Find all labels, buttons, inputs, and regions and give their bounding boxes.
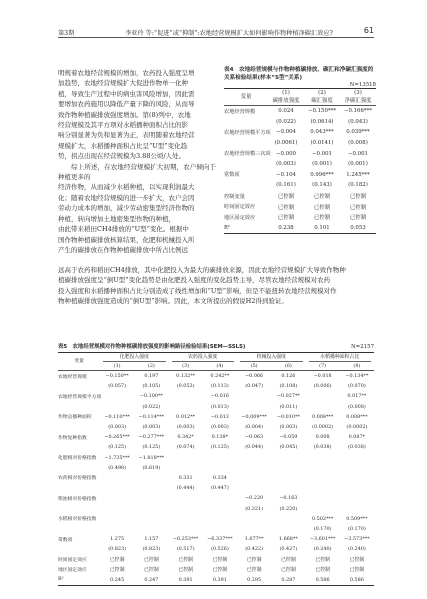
table-cell: (0.143) [312,182,332,189]
table-5-body [58,371,374,585]
table-cell: −3.601*** [309,536,336,543]
table-cell: (0.526) [210,546,229,553]
table-row [58,381,374,391]
col-number: (2) [318,90,326,96]
table-cell: −0.114*** [138,413,165,420]
table-5 [58,342,374,586]
table-cell: 0.087* [348,434,366,441]
row-label: 作物复种指数 [58,435,87,441]
table-row [224,138,376,149]
table-cell: (0.0002) [346,424,368,431]
table-cell: (0.170) [313,525,332,532]
table-cell: (0.003) [176,424,195,431]
table-cell: 1.668** [278,536,298,543]
table-cell: −0.104 [276,171,296,178]
table-cell: (0.022) [276,118,296,125]
table-cell: −0.018 [313,373,332,380]
text-line: 物种植碳排放强度造成的“倒U型”影响。因此，本文所提出的假说H2得到验证。 [58,297,288,306]
page-number: 61 [363,26,374,35]
table-cell: 0.334 [212,474,227,481]
text-line: 综上所述，在农地经营规模扩大初期，农户倾向于种植更多的 [58,162,216,182]
row-label: 地区固定效应 [58,568,87,574]
text-line: 种植，转向增加土地密集型作物的种植， [58,214,175,223]
table-cell: 0.138* [211,434,229,441]
table-cell: −1.735*** [104,454,130,461]
table-cell: −3.573*** [344,536,370,543]
col-number: (2) [147,363,155,369]
table-cell: (0.011) [279,403,298,410]
text-line: 植，导致生产过程中的病虫害风险增加，因此需 [58,89,195,98]
table-cell: −0.150*** [307,108,337,115]
table-cell: 0.017** [347,393,367,400]
table-cell: (0.0614) [310,118,334,125]
row-label: 时间固定效应 [224,204,256,211]
col-number: (3) [354,90,362,96]
table-cell: 0.126 [281,373,296,380]
table-cell: 0.287 [281,576,296,583]
table-cell: (0.321) [245,505,264,512]
table-cell: 0.586 [315,576,330,583]
col-header: 碳汇强度 [311,98,333,104]
table-cell: (0.070) [347,383,366,390]
row-label: 农地经营规模 [224,108,256,115]
table-cell: 0.509*** [346,515,368,522]
table-row [58,391,374,401]
row-label: 农地经营规模平方项 [224,129,271,136]
table-row [224,191,376,202]
table-cell: (0.0141) [310,140,334,147]
col-number: (5) [250,363,258,369]
table-cell: (0.444) [176,485,195,492]
table-cell: 0.342* [177,434,194,441]
table-cell: 已控制 [349,556,365,563]
text-line: 致作物种植碳排放强度增加。第(8)列中，农地 [58,110,191,119]
table-cell: 已控制 [212,567,228,574]
table-cell: (0.125) [142,444,161,451]
table-cell: (0.240) [313,546,332,553]
text-line: 植碳排放强度呈“倒U型”变化趋势是由化肥投入强度的变化趋势主导，尽管农地经营规模对农药 [58,276,331,285]
table-cell: 已控制 [144,567,159,574]
table-cell: −0.013 [210,413,229,420]
table-cell: −0.001 [312,150,332,157]
table-cell: (0.220) [279,505,298,512]
table-cell: 已控制 [109,567,125,574]
table-cell: 0.053 [350,224,366,231]
table-cell: (0.047) [245,383,264,390]
table-cell: 0.039*** [346,129,370,136]
table-cell: 已控制 [349,215,367,222]
row-label: 地区固定效应 [224,214,256,221]
table-row [224,117,376,128]
row-label: 作物总播种面积 [58,415,92,421]
table-row [58,442,374,452]
running-title: 李亚玲 等:“促进”或“抑制”:农地经营规模扩大如何影响作物种植净碳汇效应? [125,30,333,37]
text-line: 经济作物，从而减少水稻种植，以实现利润最大 [58,183,195,192]
table-cell: (0.108) [279,383,298,390]
table-cell: −0.027** [276,393,300,400]
table-4-sample-size: N=13518 [349,82,376,88]
table-cell: (0.422) [245,546,264,553]
col-number: (7) [319,363,327,369]
table-cell: −0.163 [279,495,298,502]
table-row [224,170,376,181]
table-cell: 1.275 [110,536,125,543]
table-row [224,148,376,159]
row-label: 时间固定效应 [58,557,87,563]
table-cell: −0.134** [345,373,369,380]
table-cell: (0.003) [210,424,229,431]
var-header: 变量 [74,358,84,364]
table-row [58,524,374,534]
table-cell: 0.331 [178,474,193,481]
table-cell: −0.010** [276,413,300,420]
table-cell: (0.045) [279,444,298,451]
table-cell: 已控制 [277,204,295,211]
table-cell: 已控制 [313,204,331,211]
table-cell: (0.498) [108,464,127,471]
table-cell: (0.125) [210,444,229,451]
table-cell: (0.043) [348,118,368,125]
col-number: (1) [282,90,290,96]
table-cell: (0.113) [210,383,229,390]
table-4-caption: 表4 农地经营规模与作物种植碳排放、碳汇和净碳汇强度的关系检验结果(样本“S型”关系) [224,67,374,81]
table-cell: (0.182) [348,182,368,189]
col-number: (8) [353,363,361,369]
table-cell: 已控制 [349,204,367,211]
table-cell: 已控制 [144,556,159,563]
table-cell: 已控制 [281,556,296,563]
table-cell: (0.006) [313,383,332,390]
table-row [58,534,374,544]
table-row [58,544,374,554]
table-cell: 0.586 [349,576,364,583]
table-cell: (0.001) [312,161,332,168]
table-row [58,503,374,513]
table-cell: 0.242** [210,373,230,380]
table-bottom-rule [58,585,374,586]
table-cell: 0.024 [278,108,294,115]
table-row [224,159,376,170]
table-cell: (0.161) [276,182,296,189]
table-cell: 已控制 [281,567,296,574]
table-cell: −0.000 [276,150,296,157]
text-line: 加趋势，农地经营规模扩大促进作物单一化种 [58,79,188,88]
table-row [58,565,374,575]
text-line: 明规着农地经营规模的增加，农药投入强度呈增 [58,69,195,77]
table-cell: −0.001 [348,150,368,157]
table-cell: (0.008) [347,403,366,410]
table-cell: (0.427) [279,546,298,553]
table-cell: (0.038) [347,444,366,451]
table-cell: (0.004) [245,424,264,431]
text-line: 投入强度和水稻播种面积占比分别造成了线性增加和“U型”影响，但是不能扭转农地经营规模对作 [58,286,337,295]
table-cell: 已控制 [315,567,330,574]
table-cell: (0.074) [176,444,195,451]
table-cell: 已控制 [246,556,262,563]
row-label: 柴油相对价格指数 [58,496,97,502]
table-cell: (0.0002) [312,424,334,431]
table-bottom-rule [224,233,376,234]
row-label: R² [58,577,64,583]
row-label: 农地经营规模平方项 [58,394,102,400]
table-cell: −0.059 [279,434,298,441]
table-cell: 1.677** [244,536,264,543]
table-cell: −0.220 [245,495,264,502]
group-header: 农药投入强度 [172,353,235,362]
table-cell: 已控制 [277,194,295,201]
text-line: 由此带来稻田CH4排放的“U型”变化。根据中 [58,225,189,234]
table-cell: −0.009*** [241,413,267,420]
table-cell: (0.013) [210,403,229,410]
var-header: 变量 [240,94,252,100]
col-number: (4) [216,363,224,369]
table-cell: 0.012** [176,413,196,420]
table-row [224,127,376,138]
text-line: 响分别显著为负和显著为正，表明随着农地经营 [58,131,195,140]
table-row [58,473,374,483]
row-label: 控制变量 [224,193,245,200]
table-cell: 0.238 [278,224,294,231]
table-cell: 0.295 [247,576,262,583]
table-5-sample-size: N=2157 [351,344,374,350]
col-header: 碳排放强度 [272,98,300,104]
table-row [58,554,374,564]
table-cell: −6.253*** [172,536,199,543]
table-row [58,422,374,432]
table-cell: 0.101 [314,224,330,231]
table-cell: 已控制 [349,567,365,574]
table-cell: 0.245 [110,576,125,583]
row-label: 农药相对价格指数 [58,476,97,482]
table-cell: 0.247 [144,576,159,583]
table-cell: −0.016 [210,393,229,400]
table-row [58,371,374,381]
group-header: 化肥投入强度 [103,353,166,362]
group-header: 水稻播种面积占比 [309,353,372,362]
table-cell: 已控制 [313,215,331,222]
table-row [58,483,374,493]
table-4 [224,66,376,234]
table-cell: (0.517) [176,546,195,553]
table-cell: 1.157 [144,536,159,543]
table-5-caption: 表5 农地经营规模对作物种植碳排放强度的影响路径检验结果(SEM—SSLS) [58,344,246,350]
table-row [224,180,376,191]
table-cell: (0.001) [348,161,368,168]
table-cell: 已控制 [178,567,193,574]
table-cell: (0.008) [348,140,368,147]
left-column-text [58,68,216,255]
text-line: 远高于农药和稻田CH4排放，其中化肥投入为最大的碳排放来源，因此农地经营规模扩大导致作物种 [58,266,346,274]
table-cell: −0.150** [105,373,129,380]
table-cell: (0.003) [276,161,296,168]
row-label: 水稻相对价格指数 [58,517,97,523]
table-row [58,514,374,524]
table-cell: 已控制 [246,567,262,574]
table-row [58,453,374,463]
text-line: 产生的碳排放在作物种植碳排放中所占比例远 [58,245,188,254]
table-row [58,412,374,422]
row-label: 化肥相对价格指数 [58,456,97,462]
table-cell: (0.053) [176,383,195,390]
table-cell: −0.066 [245,373,264,380]
table-cell: 0.502*** [311,515,334,522]
table-cell: (0.0061) [274,140,298,147]
table-cell: 已控制 [349,194,367,201]
table-cell: (0.240) [347,546,366,553]
running-header [58,26,374,38]
col-number: (3) [182,363,190,369]
table-row [58,493,374,503]
table-row [224,106,376,117]
text-line: 国作物种植碳排放核算结果，化肥和机械投入所 [58,235,195,244]
table-cell: 已控制 [109,556,125,563]
col-header: 净碳汇强度 [344,98,372,104]
table-cell: (0.170) [347,525,366,532]
table-cell: 0.197 [144,373,159,380]
table-cell: 0.391 [178,576,193,583]
table-cell: −1.818*** [138,454,165,461]
row-label: 常数项 [58,537,73,543]
table-cell: (0.022) [142,403,161,410]
row-label: 常数项 [224,172,240,179]
table-cell: (0.823) [108,546,127,553]
table-cell: (0.125) [108,444,127,451]
row-label: 农地经营规模 [58,374,87,380]
table-row [58,575,374,585]
table-cell: 0.043*** [310,129,334,136]
group-header: 机械投入强度 [240,353,303,362]
full-width-text [58,265,374,307]
text-line: 经营规模及其平方项对水稻播种面积占比的影 [58,121,188,130]
table-row [224,212,376,223]
table-cell: −0.100** [139,393,163,400]
table-row [58,463,374,473]
table-cell: 0.996*** [310,171,334,178]
table-cell: −0.063 [245,434,264,441]
text-line: 势，拐点出现在经营规模为3.88公顷/人处。 [58,152,186,161]
text-line: 规模扩大，水稻播种面积占比呈“U型”变化趋 [58,141,188,150]
row-label: 农地经营规模三次项 [224,151,271,158]
table-cell: (0.003) [142,424,161,431]
table-5-group-header [58,353,374,370]
table-cell: 0.132** [176,373,196,380]
table-cell: −0.265*** [104,434,130,441]
table-cell: (0.003) [108,424,127,431]
row-label: R² [224,224,230,231]
table-cell: 1.245*** [346,171,370,178]
table-cell: −0.110*** [104,413,130,420]
text-line: 劳动力成本的增加，减少劳动密集型经济作物的 [58,204,195,213]
table-cell: −0.277*** [138,434,165,441]
table-cell: 0.008*** [311,413,334,420]
table-cell: −0.166*** [343,108,373,115]
table-cell: (0.447) [210,485,229,492]
table-cell: (0.823) [142,546,161,553]
table-5-caption-row [58,342,374,352]
table-cell: 已控制 [315,556,330,563]
table-cell: 0.008 [315,434,330,441]
text-line: 要增加农药施用以降低产量下降的风险，从而导 [58,100,195,109]
col-number: (6) [284,363,292,369]
table-cell: 0.391 [212,576,227,583]
table-cell: −6.337*** [207,536,233,543]
table-cell: 已控制 [212,556,228,563]
table-cell: 已控制 [178,556,193,563]
table-cell: (0.057) [108,383,127,390]
table-cell: −0.004 [276,129,296,136]
table-cell: 已控制 [313,194,331,201]
table-cell: (0.038) [313,444,332,451]
table-4-header [224,89,376,105]
table-row [224,223,376,234]
table-row [224,201,376,212]
table-cell: 已控制 [277,215,295,222]
table-row [58,432,374,442]
text-line: 化；随着农地经营规模的进一步扩大，农户会因 [58,193,195,202]
table-cell: 0.008*** [346,413,368,420]
table-cell: (0.003) [279,424,298,431]
table-cell: (0.105) [142,383,161,390]
col-number: (1) [113,363,121,369]
table-4-body [224,106,376,233]
issue-label: 第3期 [58,30,75,37]
table-cell: (0.619) [142,464,161,471]
table-cell: (0.044) [245,444,264,451]
table-row [58,402,374,412]
